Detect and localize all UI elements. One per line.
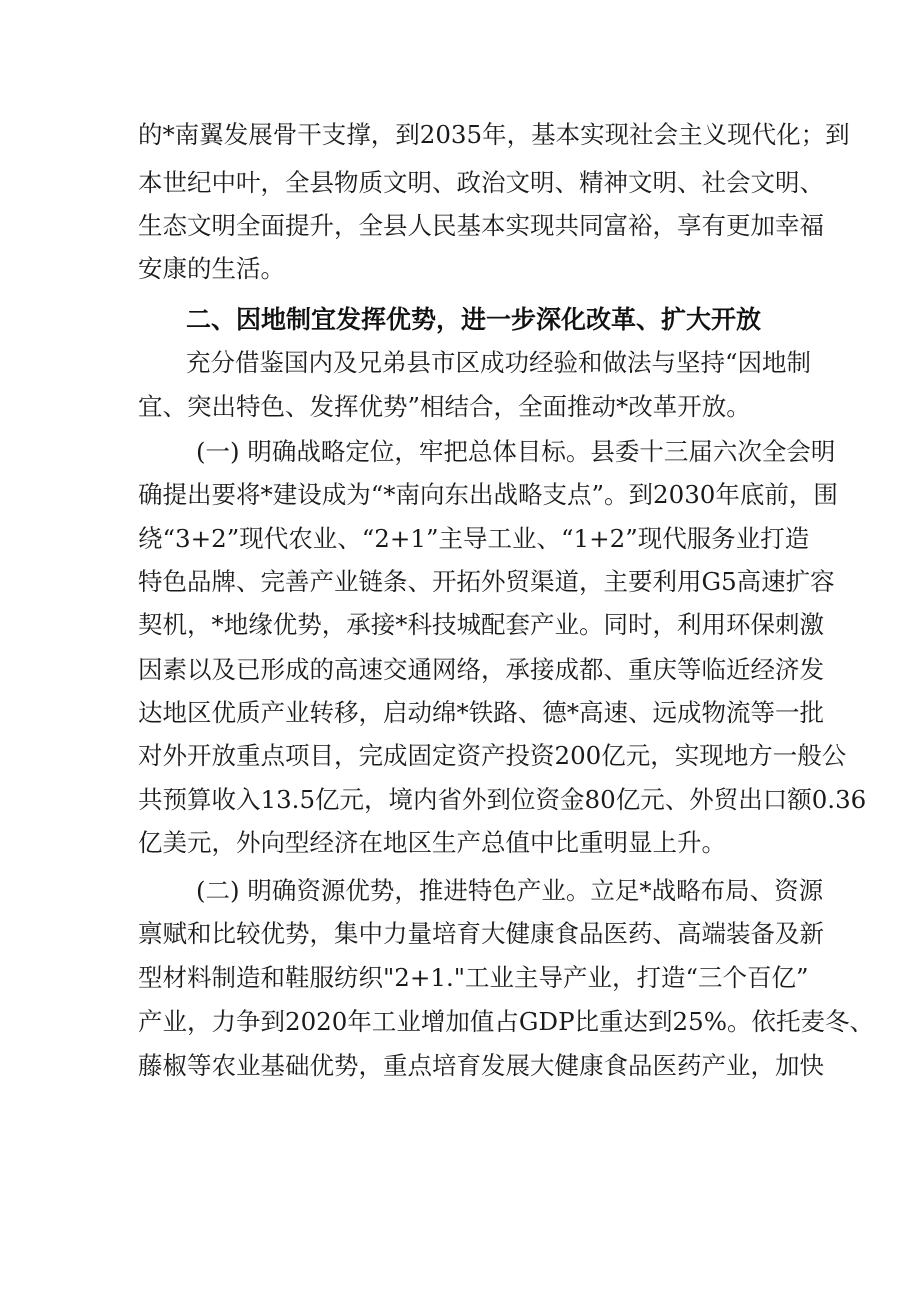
body-text-line: 绕“3+2”现代农业、“2+1”主导工业、“1+2”现代服务业打造 (138, 524, 810, 553)
body-text-line: 亿美元，外向型经济在地区生产总值中比重明显上升。 (138, 828, 726, 857)
body-text-line: (二) 明确资源优势，推进特色产业。立足*战略布局、资源 (196, 876, 824, 905)
body-text-line: 因素以及已形成的高速交通网络，承接成都、重庆等临近经济发 (138, 655, 824, 684)
body-text-line: 产业，力争到2020年工业增加值占GDP比重达到25%。依托麦冬、 (138, 1007, 875, 1036)
body-text-line: (一) 明确战略定位，牢把总体目标。县委十三届六次全会明 (196, 437, 836, 466)
body-text-line: 对外开放重点项目，完成固定资产投资200亿元，实现地方一般公 (138, 741, 847, 770)
body-text-line: 达地区优质产业转移，启动绵*铁路、德*高速、远成物流等一批 (138, 698, 824, 727)
body-text-line: 本世纪中叶，全县物质文明、政治文明、精神文明、社会文明、 (138, 168, 824, 197)
body-text-line: 安康的生活。 (138, 254, 285, 283)
body-text-line: 型材料制造和鞋服纺织"2+1."工业主导产业，打造“三个百亿” (138, 963, 809, 992)
body-text-line: 生态文明全面提升，全县人民基本实现共同富裕，享有更加幸福 (138, 211, 824, 240)
body-text-line: 宜、突出特色、发挥优势”相结合，全面推动*改革开放。 (138, 392, 751, 421)
body-text-line: 确提出要将*建设成为“*南向东出战略支点”。到2030年底前，围 (138, 480, 838, 509)
body-text-line: 藤椒等农业基础优势，重点培育发展大健康食品医药产业，加快 (138, 1051, 824, 1080)
body-text-line: 共预算收入13.5亿元，境内省外到位资金80亿元、外贸出口额0.36 (138, 785, 867, 814)
body-text-line: 契机，*地缘优势，承接*科技城配套产业。同时，利用环保刺激 (138, 610, 824, 639)
section-heading: 二、因地制宜发挥优势，进一步深化改革、扩大开放 (186, 305, 762, 334)
body-text-line: 特色品牌、完善产业链条、开拓外贸渠道，主要利用G5高速扩容 (138, 567, 835, 596)
body-text-line: 禀赋和比较优势，集中力量培育大健康食品医药、高端装备及新 (138, 919, 824, 948)
body-text-line: 的*南翼发展骨干支撑，到2035年，基本实现社会主义现代化；到 (138, 120, 850, 149)
body-text-line: 充分借鉴国内及兄弟县市区成功经验和做法与坚持“因地制 (186, 348, 812, 377)
